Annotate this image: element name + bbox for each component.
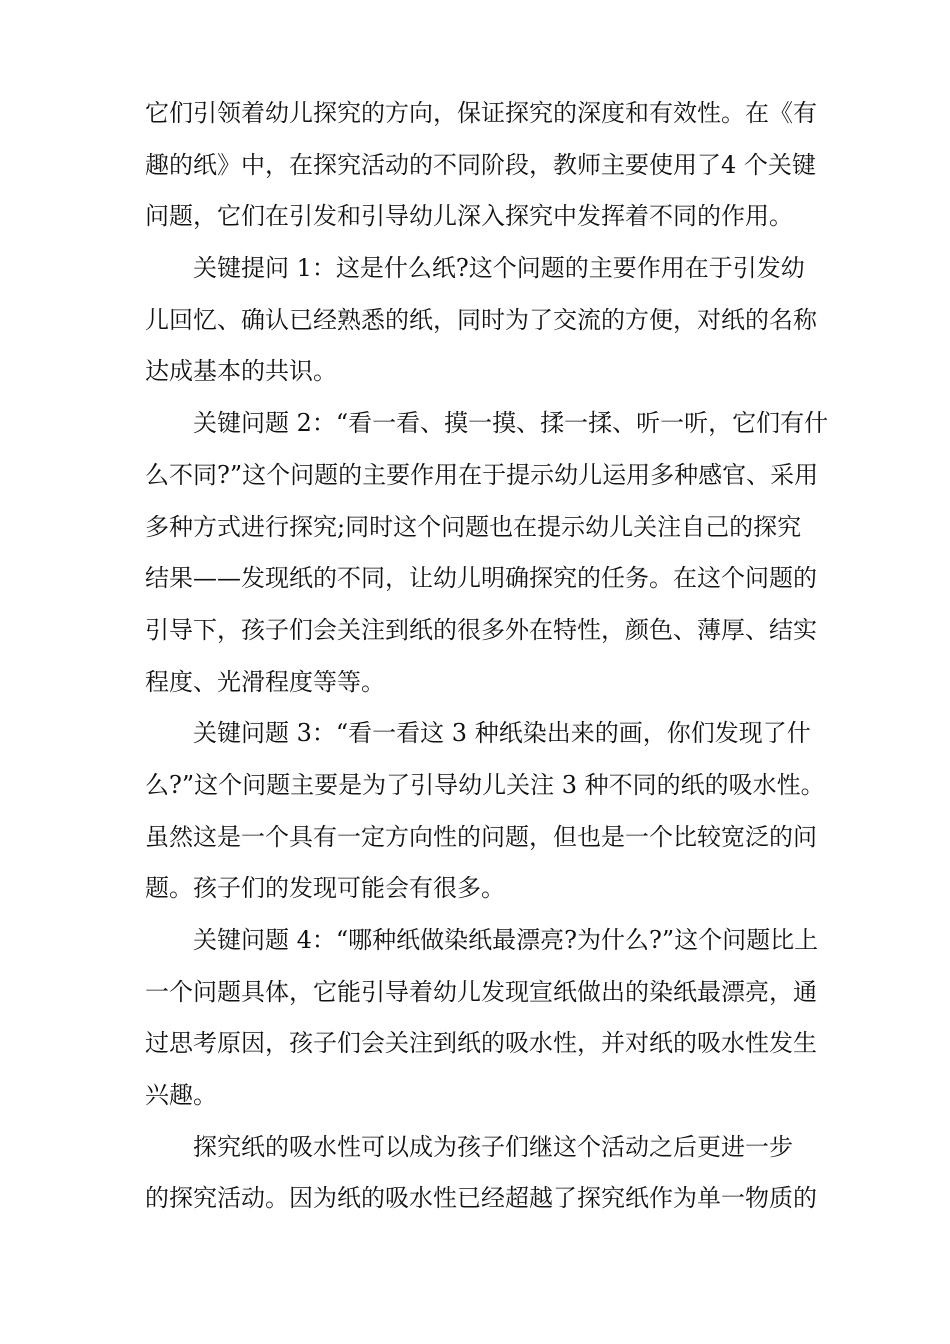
text-line: 么?”这个问题主要是为了引导幼儿关注 3 种不同的纸的吸水性。: [145, 770, 825, 799]
paragraph-start-line: 探究纸的吸水性可以成为孩子们继这个活动之后更进一步: [193, 1132, 793, 1161]
text-line: 程度、光滑程度等等。: [145, 667, 385, 696]
paragraph-start-line: 关键提问 1：这是什么纸?这个问题的主要作用在于引发幼: [193, 254, 805, 283]
paragraph-start-line: 关键问题 4：“哪种纸做染纸最漂亮?为什么?”这个问题比上: [193, 926, 819, 954]
text-line: 的探究活动。因为纸的吸水性已经超越了探究纸作为单一物质的: [145, 1184, 817, 1213]
text-line: 达成基本的共识。: [145, 357, 337, 386]
text-line: 题。孩子们的发现可能会有很多。: [145, 874, 505, 903]
text-line: 一个问题具体，它能引导着幼儿发现宣纸做出的染纸最漂亮，通: [145, 977, 817, 1006]
text-line: 兴趣。: [145, 1081, 217, 1110]
text-line: 问题，它们在引发和引导幼儿深入探究中发挥着不同的作用。: [145, 202, 793, 231]
text-line: 引导下，孩子们会关注到纸的很多外在特性，颜色、薄厚、结实: [145, 615, 817, 644]
text-line: 虽然这是一个具有一定方向性的问题，但也是一个比较宽泛的问: [145, 822, 817, 851]
text-line: 趣的纸》中，在探究活动的不同阶段，教师主要使用了4 个关键: [145, 150, 816, 179]
paragraph-start-line: 关键问题 3：“看一看这 3 种纸染出来的画，你们发现了什: [193, 719, 811, 748]
paragraph-start-line: 关键问题 2：“看一看、摸一摸、揉一揉、听一听，它们有什: [193, 409, 829, 438]
text-line: 过思考原因，孩子们会关注到纸的吸水性，并对纸的吸水性发生: [145, 1029, 817, 1058]
text-line: 多种方式进行探究;同时这个问题也在提示幼儿关注自己的探究: [145, 512, 802, 541]
text-line: 结果——发现纸的不同，让幼儿明确探究的任务。在这个问题的: [145, 564, 817, 593]
text-line: 儿回忆、确认已经熟悉的纸，同时为了交流的方便，对纸的名称: [145, 305, 817, 334]
text-line: 么不同?”这个问题的主要作用在于提示幼儿运用多种感官、采用: [145, 460, 819, 489]
text-line: 它们引领着幼儿探究的方向，保证探究的深度和有效性。在《有: [145, 99, 817, 127]
body-text: [145, 88, 829, 1225]
